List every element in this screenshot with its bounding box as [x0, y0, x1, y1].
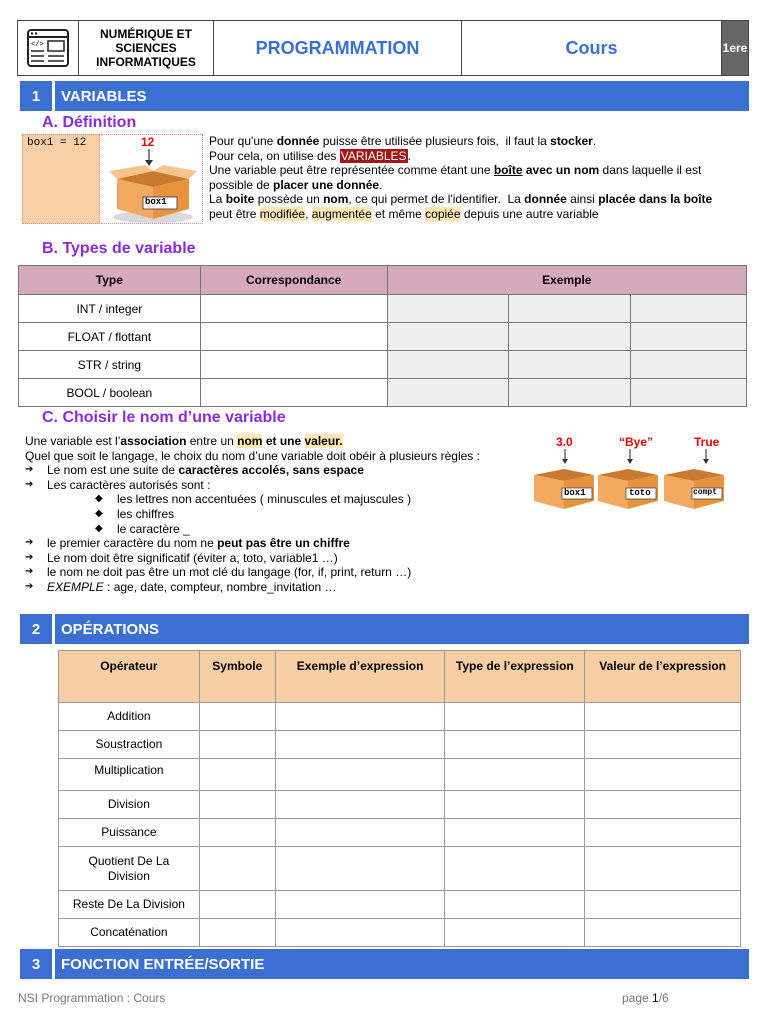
col-symbole: Symbole — [199, 651, 275, 703]
box-name: toto — [629, 488, 651, 498]
box-value: 12 — [141, 135, 155, 149]
rule-subitem: ◆ le caractère _ — [25, 522, 525, 537]
def-line-4: La boite possède un nom, ce qui permet de l'identifier. La donnée ainsi placée dans la boîte peut être modifiée, augmentée et même copiée depuis une autre variable — [209, 192, 713, 221]
col-valeur-expression: Valeur de l’expression — [585, 651, 741, 703]
footer-left: NSI Programmation : Cours — [18, 991, 166, 1005]
table-row — [19, 323, 747, 351]
type-cell: STR / string — [19, 351, 201, 379]
box-value: 3.0 — [556, 435, 573, 449]
col-type: Type — [19, 266, 201, 295]
operator-cell: Quotient De La Division — [59, 847, 200, 891]
rule-item: ➔ Les caractères autorisés sont : — [25, 478, 525, 493]
subject-label: NUMÉRIQUE ET SCIENCES INFORMATIQUES — [79, 21, 214, 75]
type-cell: BOOL / boolean — [19, 379, 201, 407]
box-name: compt — [693, 488, 718, 497]
col-operateur: Opérateur — [59, 651, 200, 703]
table-row — [59, 703, 741, 731]
operator-cell: Multiplication — [59, 759, 200, 791]
table-row — [59, 791, 741, 819]
table-row — [59, 819, 741, 847]
box-icon — [107, 149, 199, 225]
subheading-types: B. Types de variable — [42, 240, 196, 257]
subheading-definition: A. Définition — [42, 114, 137, 131]
table-row — [19, 295, 747, 323]
section-number: 3 — [20, 949, 52, 979]
col-exemple-expression: Exemple d’expression — [275, 651, 445, 703]
table-row — [59, 919, 741, 947]
operator-cell: Division — [59, 791, 200, 819]
box-icons — [530, 447, 735, 513]
variable-box-illustration — [101, 134, 203, 224]
table-row — [59, 847, 741, 891]
box-name: box1 — [564, 488, 586, 498]
table-row — [59, 891, 741, 919]
rule-item: ➔ le nom ne doit pas être un mot clé du langage (for, if, print, return …) — [25, 565, 525, 580]
section-title: VARIABLES — [55, 81, 749, 111]
variable-boxes-illustration — [530, 433, 735, 513]
def-line-1: Pour qu'une donnée puisse être utilisée plusieurs fois, il faut la stocker. — [209, 134, 597, 148]
section-operations — [20, 614, 749, 644]
col-correspondance: Correspondance — [200, 266, 387, 295]
code-example: box1 = 12 — [22, 134, 100, 224]
rule-subitem: ◆ les chiffres — [25, 507, 525, 522]
box-name: box1 — [145, 197, 167, 207]
definition-text — [209, 134, 729, 221]
section-number: 2 — [20, 614, 52, 644]
col-exemple: Exemple — [387, 266, 746, 295]
def-line-3: Une variable peut être représentée comme étant une boîte avec un nom dans laquelle il est possible de placer une donnée. — [209, 163, 702, 192]
subheading-naming: C. Choisir le nom d’une variable — [42, 409, 286, 426]
table-row — [59, 759, 741, 791]
code-window-icon — [18, 21, 79, 75]
operations-table — [58, 650, 741, 947]
section-io — [20, 949, 749, 979]
operator-cell: Addition — [59, 703, 200, 731]
page-number: page 1/6 — [622, 991, 669, 1005]
operator-cell: Soustraction — [59, 731, 200, 759]
table-row — [19, 351, 747, 379]
intro-line-2: Quel que soit le langage, le choix du nom d’une variable doit obéir à plusieurs règles : — [25, 448, 480, 463]
rule-subitem: ◆ les lettres non accentuées ( minuscules et majuscules ) — [25, 492, 525, 507]
intro-line-1: Une variable est l’association entre un nom et une valeur. — [25, 434, 343, 448]
page-header — [17, 20, 749, 76]
section-title: OPÉRATIONS — [55, 614, 749, 644]
table-row — [59, 731, 741, 759]
box-value: “Bye” — [619, 435, 654, 449]
table-row — [19, 379, 747, 407]
col-type-expression: Type de l’expression — [445, 651, 585, 703]
section-variables — [20, 81, 749, 111]
rule-item: ➔ Le nom est une suite de caractères accolés, sans espace — [25, 463, 525, 478]
type-cell: INT / integer — [19, 295, 201, 323]
operator-cell: Concaténation — [59, 919, 200, 947]
rule-item: ➔ Le nom doit être significatif (éviter a, toto, variable1 …) — [25, 551, 525, 566]
doc-type: Cours — [462, 21, 722, 75]
types-table — [18, 265, 747, 407]
page-title: PROGRAMMATION — [214, 21, 462, 75]
naming-rules — [25, 434, 525, 595]
type-cell: FLOAT / flottant — [19, 323, 201, 351]
rule-item: ➔ EXEMPLE : age, date, compteur, nombre_invitation … — [25, 580, 525, 595]
level-badge: 1ere — [722, 21, 748, 75]
svg-text:</>: </> — [31, 41, 44, 49]
rule-item: ➔ le premier caractère du nom ne peut pas être un chiffre — [25, 536, 525, 551]
box-value: True — [694, 435, 720, 449]
section-number: 1 — [20, 81, 52, 111]
section-title: FONCTION ENTRÉE/SORTIE — [55, 949, 749, 979]
operator-cell: Puissance — [59, 819, 200, 847]
def-line-2: Pour cela, on utilise des VARIABLES. — [209, 148, 411, 163]
operator-cell: Reste De La Division — [59, 891, 200, 919]
